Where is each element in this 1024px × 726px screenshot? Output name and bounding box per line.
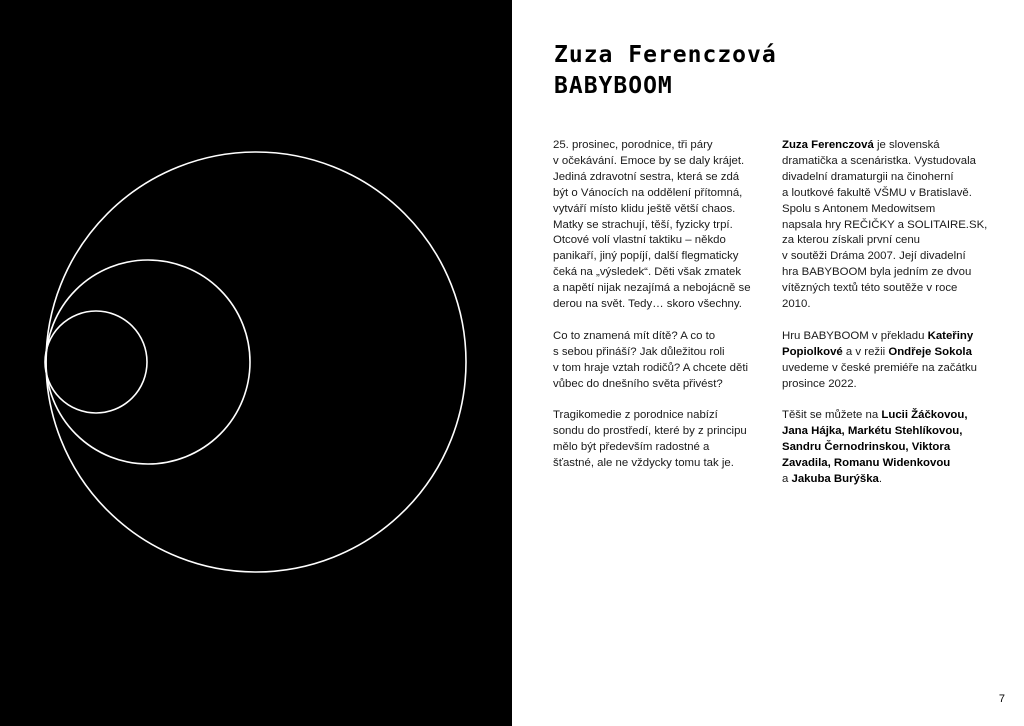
production-paragraph: Hru BABYBOOM v překladu Kateřiny Popiolkové a v režii Ondřeje Sokola uvedeme v české premiéře na začátku prosince 2022.	[782, 329, 978, 390]
synopsis-paragraph-2: Co to znamená mít dítě? A co to s sebou přináší? Jak důležitou roli v tom hraje vztah rodičů? A chcete děti vůbec do dnešního světa přivést?	[553, 329, 749, 390]
page-title	[554, 40, 777, 102]
large-circle	[46, 152, 466, 572]
text-column-about	[782, 138, 992, 504]
medium-circle	[46, 260, 250, 464]
author-bio-paragraph: Zuza Ferenczová je slovenská dramatička a scenáristka. Vystudovala divadelní dramaturgii na činoherní a loutkové fakultě VŠMU v Bratislavě. Spolu s Antonem Medowitsem napsala hry REČIČKY a SOLITAIRE.SK, za kterou získali první cenu v soutěži Dráma 2007. Její divadelní hra BABYBOOM byla jedním ze dvou vítězných textů této soutěže v roce 2010.	[782, 139, 988, 311]
author-name: Zuza Ferenczová	[554, 42, 777, 68]
text-column-synopsis	[553, 138, 758, 488]
small-circle	[45, 311, 147, 413]
page-number: 7	[998, 693, 1005, 705]
synopsis-paragraph-1: 25. prosinec, porodnice, tři páry v očekávání. Emoce by se daly krájet. Jediná zdravotní sestra, která se zdá být o Vánocích na oddělení přítomná, vytváří místo klidu ještě větší chaos. Matky se strachují, těší, fyzicky trpí. Otcové volí vlastní taktiku – někdo panikaří, jiný popíjí, další flegmaticky čeká na „výsledek“. Děti však zmatek a napětí nijak nezajímá a nebojácně se derou na svět. Tedy… skoro všechny.	[553, 139, 751, 311]
right-page-text	[512, 0, 1024, 726]
synopsis-paragraph-3: Tragikomedie z porodnice nabízí sondu do prostředí, které by z principu mělo být především radostné a šťastné, ale ne vždycky tomu tak je.	[553, 409, 747, 470]
cast-paragraph: Těšit se můžete na Lucii Žáčkovou, Jana Hájka, Markétu Stehlíkovou, Sandru Černodrinskou, Viktora Zavadila, Romanu Widenkovou a Jakuba Burýška.	[782, 409, 968, 485]
play-title: BABYBOOM	[554, 73, 673, 99]
